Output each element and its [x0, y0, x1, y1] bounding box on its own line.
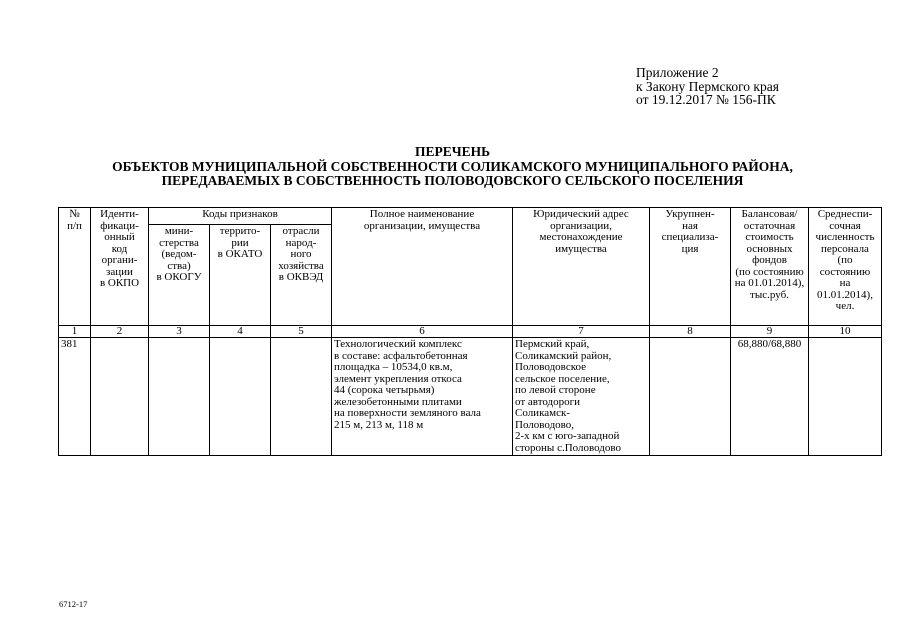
header-full-name: Полное наименование организации, имущества: [332, 208, 513, 326]
appendix-line-1: Приложение 2: [636, 65, 719, 80]
column-number-row: [59, 326, 882, 338]
header-okved: отрасли народ- ного хозяйства в ОКВЭД: [271, 225, 332, 326]
header-balance: Балансовая/ остаточная стоимость основных фондов (по состоянию на 01.01.2014), тыс.руб.: [731, 208, 809, 326]
column-number: 9: [731, 326, 809, 338]
cell-balance: 68,880/68,880: [731, 338, 809, 456]
column-number: 10: [809, 326, 882, 338]
column-number: 4: [210, 326, 271, 338]
column-number: 2: [91, 326, 149, 338]
property-table: [58, 207, 882, 456]
cell-okpo: [91, 338, 149, 456]
title-line-2: ОБЪЕКТОВ МУНИЦИПАЛЬНОЙ СОБСТВЕННОСТИ СОЛИКАМСКОГО МУНИЦИПАЛЬНОГО РАЙОНА,: [112, 158, 793, 174]
column-number: 5: [271, 326, 332, 338]
column-number: 6: [332, 326, 513, 338]
cell-num: 381: [59, 338, 91, 456]
cell-staff: [809, 338, 882, 456]
title-line-1: ПЕРЕЧЕНЬ: [414, 144, 491, 159]
column-number: 3: [149, 326, 210, 338]
document-title: [40, 145, 865, 189]
header-okato: террито- рии в ОКАТО: [210, 225, 271, 326]
appendix-note: [636, 66, 779, 107]
title-line-3: ПЕРЕДАВАЕМЫХ В СОБСТВЕННОСТЬ ПОЛОВОДОВСКОГО СЕЛЬСКОГО ПОСЕЛЕНИЯ: [161, 173, 744, 188]
header-specialization: Укрупнен- ная специализа- ция: [650, 208, 731, 326]
header-okpo: Иденти- фикаци- онный код органи- зации в ОКПО: [91, 208, 149, 326]
cell-full-name: Технологический комплекс в составе: асфальтобетонная площадка – 10534,0 кв.м, элемент укрепления откоса 44 (сорока четырьмя) железобетонными плитами на поверхности земляного вала 215 м, 213 м, 118 м: [332, 338, 513, 456]
cell-specialization: [650, 338, 731, 456]
header-address: Юридический адрес организации, местонахождение имущества: [513, 208, 650, 326]
table-row: [59, 338, 882, 456]
cell-okved: [271, 338, 332, 456]
document-code: 6712-17: [59, 599, 88, 609]
cell-address: Пермский край, Соликамский район, Половодовское сельское поселение, по левой стороне от автодороги Соликамск- Половодово, 2-х км с юго-западной стороны с.Половодово: [513, 338, 650, 456]
column-number: 7: [513, 326, 650, 338]
header-codes-group: Коды признаков: [149, 208, 332, 225]
header-staff: Среднеспи- сочная численность персонала (по состоянию на 01.01.2014), чел.: [809, 208, 882, 326]
appendix-line-3: от 19.12.2017 № 156-ПК: [636, 92, 776, 107]
cell-okogu: [149, 338, 210, 456]
header-num: № п/п: [59, 208, 91, 326]
header-okogu: мини- стерства (ведом- ства) в ОКОГУ: [149, 225, 210, 326]
column-number: 8: [650, 326, 731, 338]
cell-okato: [210, 338, 271, 456]
appendix-line-2: к Закону Пермского края: [636, 78, 779, 94]
column-number: 1: [59, 326, 91, 338]
